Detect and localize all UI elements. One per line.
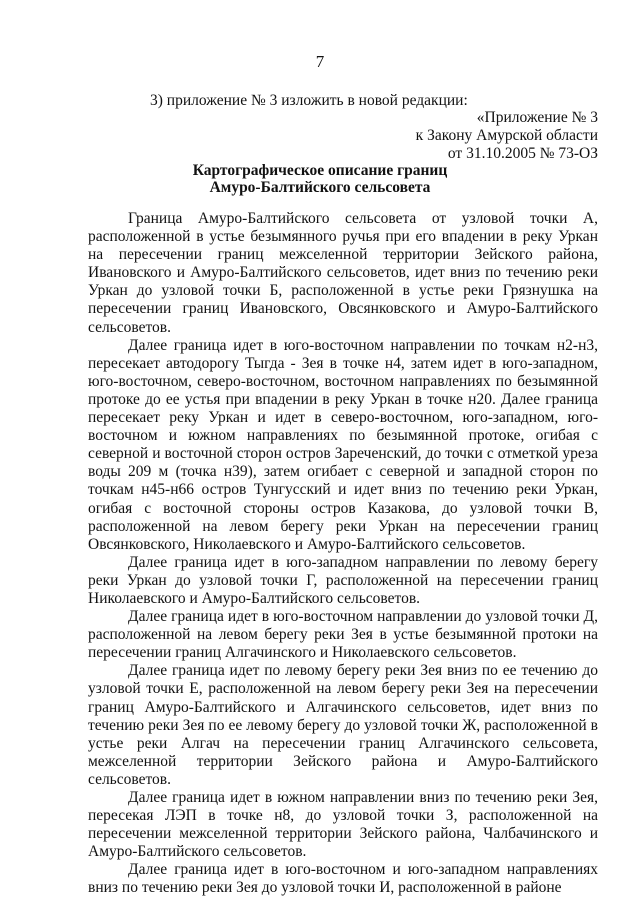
appendix-line: к Закону Амурской области	[415, 127, 598, 144]
paragraph: Далее граница идет по левому берегу реки Зея вниз по ее течению до узловой точки Е, расположенной на левом берегу реки Зея на пересечении границ Амуро-Балтийского и Алгачинского сельсоветов, идет вниз по течению реки Зея по ее левому берегу до узловой точки Ж, расположенной в устье реки Алгач на пересечении границ Алгачинского сельсовета, межселенной территории Зейского района и Амуро-Балтийского сельсоветов.	[88, 662, 598, 788]
document-title	[0, 162, 640, 196]
paragraph: Далее граница идет в юго-восточном направлении по точкам н2-н3, пересекает автодорогу Тыгда - Зея в точке н4, затем идет в юго-западном, юго-восточном, северо-восточном, восточном направлениях по безымянной протоке до ее устья при впадении в реку Уркан в точке н20. Далее граница пересекает реку Уркан и идет в северо-восточном, юго-западном, юго-восточном и южном направлениях по безымянной протоке, огибая с северной и восточной сторон остров Зареченский, до точки с отметкой уреза воды 209 м (точка н39), затем огибает с северной и западной сторон по точкам н45-н66 остров Тунгусский и идет вниз по течению реки Уркан, огибая с восточной стороны остров Казакова, до узловой точки В, расположенной на левом берегу реки Уркан на пересечении границ Овсянковского, Николаевского и Амуро-Балтийского сельсоветов.	[88, 336, 598, 553]
paragraph: Далее граница идет в южном направлении вниз по течению реки Зея, пересекая ЛЭП в точке н8, до узловой точки З, расположенной на пересечении межселенной территории Зейского района, Чалбачинского и Амуро-Балтийского сельсоветов.	[88, 789, 598, 861]
appendix-line: от 31.10.2005 № 73-ОЗ	[447, 145, 598, 162]
document-body	[88, 210, 598, 898]
amendment-intro: 3) приложение № 3 изложить в новой редакции:	[150, 92, 468, 109]
page-number: 7	[315, 52, 325, 71]
appendix-line: «Приложение № 3	[476, 109, 598, 126]
appendix-header	[416, 109, 598, 163]
paragraph: Далее граница идет в юго-восточном и юго-западном направлениях вниз по течению реки Зея до узловой точки И, расположенной в районе	[88, 861, 598, 897]
paragraph: Далее граница идет в юго-западном направлении по левому берегу реки Уркан до узловой точки Г, расположенной на пересечении границ Николаевского и Амуро-Балтийского сельсоветов.	[88, 553, 598, 607]
title-line: Амуро-Балтийского сельсовета	[209, 179, 431, 196]
paragraph: Граница Амуро-Балтийского сельсовета от узловой точки А, расположенной в устье безымянного ручья при его впадении в реку Уркан на пересечении границ межселенной территории Зейского района, Ивановского и Амуро-Балтийского сельсоветов, идет вниз по течению реки Уркан до узловой точки Б, расположенной в устье реки Грязнушка на пересечении границ Ивановского, Овсянковского и Амуро-Балтийского сельсоветов.	[88, 210, 598, 336]
title-line: Картографическое описание границ	[192, 162, 448, 179]
paragraph: Далее граница идет в юго-восточном направлении до узловой точки Д, расположенной на левом берегу реки Зея в устье безымянной протоки на пересечении границ Алгачинского и Николаевского сельсоветов.	[88, 608, 598, 662]
